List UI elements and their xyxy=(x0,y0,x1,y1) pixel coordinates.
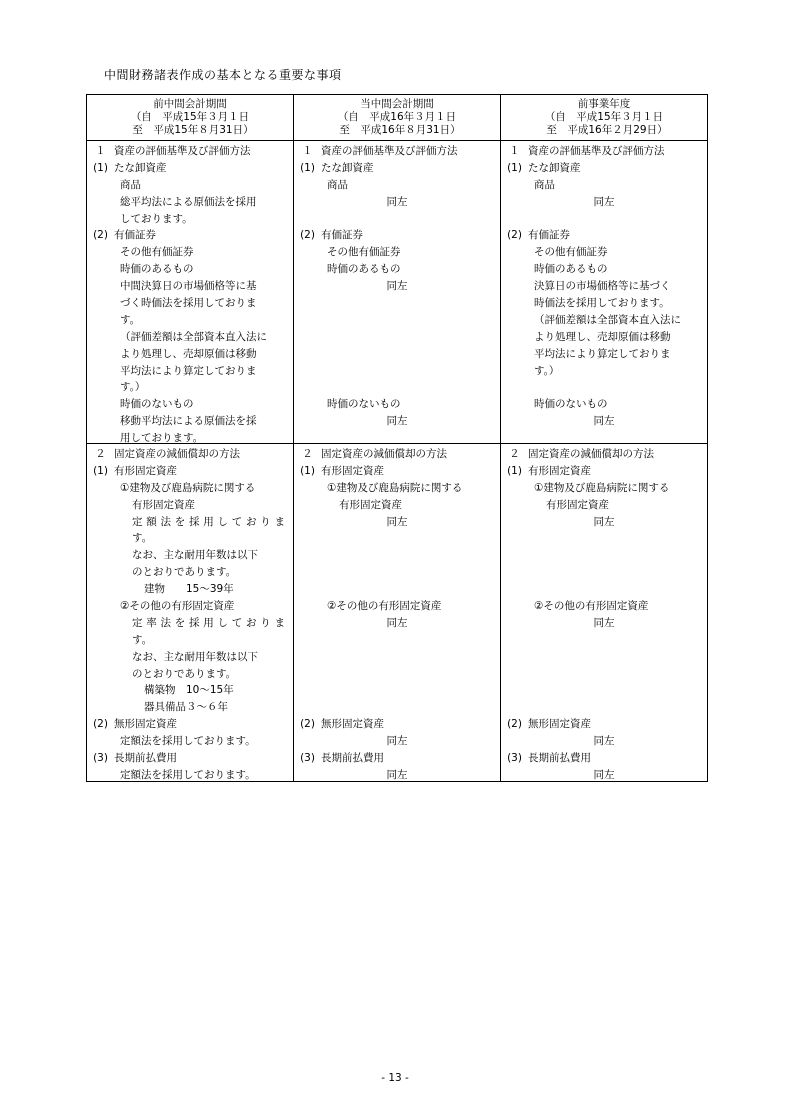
text-line: （自 平成15年３月１日 xyxy=(544,111,664,123)
text-line: ２ xyxy=(509,448,520,460)
text-line xyxy=(294,682,500,699)
text-line: (1) xyxy=(300,464,315,477)
text-line: ①建物及び鹿島病院に関する xyxy=(534,481,670,494)
text-line xyxy=(87,463,293,480)
cell-valuation-prior-fiscal-year xyxy=(500,141,707,443)
text-line: 総平均法による原価法を採用 xyxy=(120,195,257,208)
text-line: 有形固定資産 xyxy=(528,464,591,477)
text-line: 固定資産の減価償却の方法 xyxy=(114,448,240,460)
text-line: 有価証券 xyxy=(114,229,156,242)
text-line xyxy=(294,666,500,683)
text-line: 資産の評価基準及び評価方法 xyxy=(321,145,458,157)
text-line xyxy=(501,160,707,177)
text-line: ②その他の有形固定資産 xyxy=(120,600,235,613)
text-line: 長期前払費用 xyxy=(114,752,177,765)
cell-depreciation-prior-interim xyxy=(87,444,293,781)
text-line: （自 平成15年３月１日 xyxy=(130,111,250,123)
text-line: １ xyxy=(509,145,520,157)
text-line xyxy=(294,699,500,716)
text-line: (3) xyxy=(93,752,108,765)
text-line xyxy=(501,227,707,244)
text-line xyxy=(294,564,500,581)
text-line: 同左 xyxy=(386,280,408,293)
text-line: (2) xyxy=(93,229,108,242)
accounting-policies-table xyxy=(86,94,708,782)
text-line xyxy=(294,363,500,380)
text-line: １ xyxy=(302,145,313,157)
text-line xyxy=(87,750,293,767)
text-line xyxy=(294,463,500,480)
text-line: たな卸資産 xyxy=(321,161,374,174)
text-line: のとおりであります。 xyxy=(132,667,237,680)
text-line: （評価差額は全部資本直入法に xyxy=(534,313,681,326)
text-line: 当中間会計期間 xyxy=(360,98,434,110)
text-line: 移動平均法による原価法を採 xyxy=(120,415,257,428)
text-line: ②その他の有形固定資産 xyxy=(534,600,649,613)
text-line: 無形固定資産 xyxy=(114,718,177,731)
text-line: 定率法を採用しておりま xyxy=(132,616,285,629)
text-line: す。） xyxy=(120,381,146,394)
text-line: しております。 xyxy=(120,212,193,225)
text-line xyxy=(294,547,500,564)
text-line: より処理し、売却原価は移動 xyxy=(534,330,671,343)
text-line xyxy=(87,716,293,733)
text-line: (2) xyxy=(507,718,522,731)
text-line: 同左 xyxy=(593,415,615,428)
text-line xyxy=(501,211,707,228)
text-line: 定額法を採用しておりま xyxy=(132,515,285,528)
text-line: 同左 xyxy=(386,768,408,781)
text-line: 無形固定資産 xyxy=(528,718,591,731)
cell-depreciation-current-interim xyxy=(293,444,500,781)
text-line xyxy=(294,632,500,649)
text-line: す。） xyxy=(534,364,560,377)
text-line: (1) xyxy=(507,464,522,477)
text-line: (1) xyxy=(93,161,108,174)
header-prior-interim xyxy=(87,95,293,140)
text-line: ②その他の有形固定資産 xyxy=(327,600,442,613)
text-line xyxy=(501,446,707,463)
text-line: 同左 xyxy=(593,616,615,629)
text-line: 固定資産の減価償却の方法 xyxy=(528,448,654,460)
header-current-interim xyxy=(293,95,500,140)
text-line: 同左 xyxy=(593,735,615,748)
text-line xyxy=(501,143,707,160)
text-line: 中間決算日の市場価格等に基 xyxy=(120,280,257,293)
text-line: 長期前払費用 xyxy=(321,752,384,765)
text-line xyxy=(501,750,707,767)
text-line: 時価のあるもの xyxy=(327,263,401,276)
text-line xyxy=(294,211,500,228)
text-line xyxy=(294,530,500,547)
text-line xyxy=(501,649,707,666)
text-line xyxy=(501,547,707,564)
text-line: 構築物 10～15年 xyxy=(144,684,234,697)
text-line xyxy=(501,682,707,699)
text-line: 平均法により算定しておりま xyxy=(120,364,257,377)
text-line xyxy=(294,581,500,598)
text-line: （自 平成16年３月１日 xyxy=(337,111,457,123)
cell-valuation-current-interim xyxy=(293,141,500,443)
text-line: (1) xyxy=(300,161,315,174)
text-line: (1) xyxy=(93,464,108,477)
text-line: 定額法を採用しております。 xyxy=(120,735,256,748)
text-line: 用しております。 xyxy=(120,432,204,445)
text-line xyxy=(87,143,293,160)
text-line xyxy=(294,379,500,396)
text-line: ①建物及び鹿島病院に関する xyxy=(327,481,463,494)
section-valuation-row xyxy=(87,141,707,444)
text-line: １ xyxy=(95,145,106,157)
text-line xyxy=(501,666,707,683)
text-line: 固定資産の減価償却の方法 xyxy=(321,448,447,460)
cell-depreciation-prior-fiscal-year xyxy=(500,444,707,781)
text-line: 前中間会計期間 xyxy=(153,98,227,110)
text-line: 有形固定資産 xyxy=(132,498,195,511)
text-line: (3) xyxy=(300,752,315,765)
cell-valuation-prior-interim xyxy=(87,141,293,443)
text-line: (2) xyxy=(93,718,108,731)
text-line: 有形固定資産 xyxy=(546,498,609,511)
text-line: づく時価法を採用しておりま xyxy=(120,297,257,310)
text-line xyxy=(294,649,500,666)
text-line: 有価証券 xyxy=(528,229,570,242)
text-line: 有形固定資産 xyxy=(321,464,384,477)
text-line: す。 xyxy=(120,313,141,326)
text-line: 時価のないもの xyxy=(534,398,608,411)
text-line: (2) xyxy=(507,229,522,242)
text-line: 至 平成15年８月31日） xyxy=(132,124,254,136)
text-line xyxy=(294,160,500,177)
text-line: 同左 xyxy=(386,195,408,208)
text-line: 時価のないもの xyxy=(120,398,194,411)
text-line: その他有価証券 xyxy=(120,246,194,259)
text-line xyxy=(501,463,707,480)
text-line: 時価のないもの xyxy=(327,398,401,411)
text-line: 至 平成16年８月31日） xyxy=(339,124,461,136)
text-line: たな卸資産 xyxy=(528,161,581,174)
page-number: - 13 - xyxy=(381,1072,409,1084)
text-line xyxy=(294,750,500,767)
text-line xyxy=(294,143,500,160)
text-line xyxy=(501,632,707,649)
text-line: 同左 xyxy=(386,415,408,428)
text-line: (2) xyxy=(300,229,315,242)
text-line: その他有価証券 xyxy=(327,246,401,259)
page-title: 中間財務諸表作成の基本となる重要な事項 xyxy=(104,68,342,82)
text-line xyxy=(294,295,500,312)
text-line: 同左 xyxy=(386,616,408,629)
text-line: なお、主な耐用年数は以下 xyxy=(132,549,258,562)
text-line: その他有価証券 xyxy=(534,246,608,259)
text-line: より処理し、売却原価は移動 xyxy=(120,347,257,360)
text-line xyxy=(294,329,500,346)
text-line xyxy=(501,716,707,733)
text-line: (2) xyxy=(300,718,315,731)
text-line: 商品 xyxy=(327,178,348,191)
text-line: ①建物及び鹿島病院に関する xyxy=(120,481,256,494)
text-line: 無形固定資産 xyxy=(321,718,384,731)
text-line: 定額法を採用しております。 xyxy=(120,768,256,781)
text-line: 器具備品３～６年 xyxy=(144,701,228,714)
text-line xyxy=(87,227,293,244)
text-line: 有価証券 xyxy=(321,229,363,242)
text-line: （評価差額は全部資本直入法に xyxy=(120,330,267,343)
text-line: 同左 xyxy=(593,515,615,528)
text-line: 決算日の市場価格等に基づく xyxy=(534,280,671,293)
text-line: 時価法を採用しております。 xyxy=(534,297,670,310)
text-line xyxy=(501,564,707,581)
text-line: 平均法により算定しておりま xyxy=(534,347,671,360)
text-line xyxy=(501,379,707,396)
text-line: 長期前払費用 xyxy=(528,752,591,765)
text-line: す。 xyxy=(132,532,153,545)
text-line: 同左 xyxy=(386,735,408,748)
text-line: 有形固定資産 xyxy=(114,464,177,477)
text-line: なお、主な耐用年数は以下 xyxy=(132,650,258,663)
text-line: 有形固定資産 xyxy=(339,498,402,511)
text-line: す。 xyxy=(132,633,153,646)
text-line: 建物 15～39年 xyxy=(144,583,234,596)
text-line xyxy=(87,160,293,177)
text-line xyxy=(87,446,293,463)
text-line: 商品 xyxy=(534,178,555,191)
text-line xyxy=(294,446,500,463)
text-line: 同左 xyxy=(386,515,408,528)
text-line xyxy=(294,312,500,329)
section-depreciation-row xyxy=(87,444,707,781)
text-line: 至 平成16年２月29日） xyxy=(546,124,668,136)
text-line: 同左 xyxy=(593,768,615,781)
text-line: 商品 xyxy=(120,178,141,191)
text-line xyxy=(501,581,707,598)
text-line xyxy=(294,346,500,363)
table-header-row xyxy=(87,95,707,141)
text-line: 時価のあるもの xyxy=(120,263,194,276)
text-line: 同左 xyxy=(593,195,615,208)
text-line: (3) xyxy=(507,752,522,765)
text-line: 前事業年度 xyxy=(577,98,631,110)
text-line: のとおりであります。 xyxy=(132,566,237,579)
text-line: 資産の評価基準及び評価方法 xyxy=(528,145,665,157)
text-line: たな卸資産 xyxy=(114,161,167,174)
text-line xyxy=(294,227,500,244)
text-line xyxy=(294,716,500,733)
text-line: ２ xyxy=(302,448,313,460)
text-line: ２ xyxy=(95,448,106,460)
text-line: (1) xyxy=(507,161,522,174)
text-line xyxy=(501,530,707,547)
header-prior-fiscal-year xyxy=(500,95,707,140)
text-line: 時価のあるもの xyxy=(534,263,608,276)
text-line: 資産の評価基準及び評価方法 xyxy=(114,145,251,157)
text-line xyxy=(501,699,707,716)
